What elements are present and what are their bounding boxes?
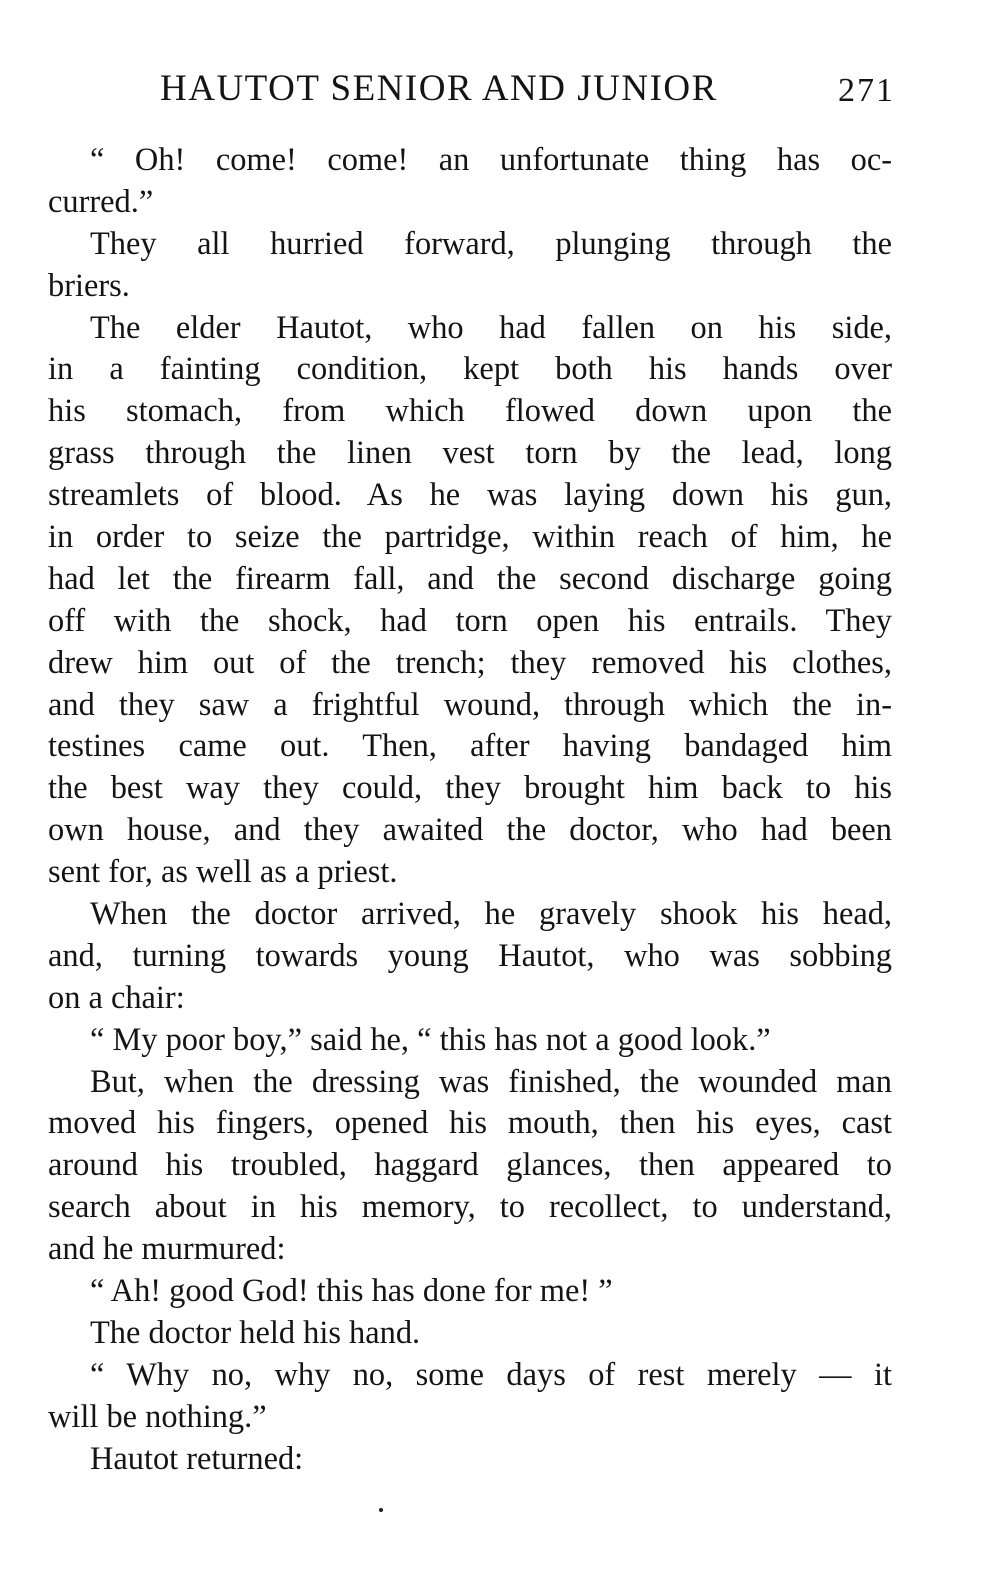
- text-line: streamlets of blood. As he was laying down his gun,: [48, 477, 892, 514]
- text-line: on a chair:: [48, 979, 185, 1016]
- text-line: and they saw a frightful wound, through which the in-: [48, 686, 892, 723]
- text-line: moved his fingers, opened his mouth, then his eyes, cast: [48, 1105, 892, 1142]
- text-line: sent for, as well as a priest.: [48, 854, 398, 891]
- text-line: But, when the dressing was finished, the wounded man: [90, 1063, 892, 1100]
- text-line: Hautot returned:: [90, 1440, 304, 1477]
- text-line: own house, and they awaited the doctor, who had been: [48, 812, 892, 849]
- text-line: in a fainting condition, kept both his hands over: [48, 351, 892, 388]
- text-line: curred.”: [48, 183, 154, 220]
- text-line: briers.: [48, 267, 130, 304]
- text-line: search about in his memory, to recollect, to understand,: [48, 1189, 892, 1226]
- text-line: “ Ah! good God! this has done for me! ”: [90, 1273, 613, 1310]
- text-line: The elder Hautot, who had fallen on his side,: [90, 309, 892, 346]
- text-line: his stomach, from which flowed down upon the: [48, 393, 892, 430]
- text-line: and, turning towards young Hautot, who was sobbing: [48, 937, 892, 974]
- text-line: The doctor held his hand.: [90, 1314, 421, 1351]
- page-number: 271: [838, 72, 895, 109]
- body-text: [48, 140, 892, 1481]
- text-line: in order to seize the partridge, within reach of him, he: [48, 519, 892, 556]
- text-line: grass through the linen vest torn by the lead, long: [48, 435, 892, 472]
- text-line: “ Oh! come! come! an unfortunate thing has oc-: [90, 142, 892, 178]
- running-head: HAUTOT SENIOR AND JUNIOR: [160, 68, 718, 109]
- text-line: off with the shock, had torn open his entrails. They: [48, 602, 892, 639]
- text-line: drew him out of the trench; they removed his clothes,: [48, 644, 892, 681]
- text-line: will be nothing.”: [48, 1398, 267, 1435]
- text-line: When the doctor arrived, he gravely shook his head,: [90, 896, 892, 933]
- text-line: around his troubled, haggard glances, then appeared to: [48, 1147, 892, 1184]
- text-line: had let the firearm fall, and the second discharge going: [48, 560, 892, 597]
- text-line: the best way they could, they brought him back to his: [48, 770, 892, 807]
- text-line: They all hurried forward, plunging through the: [90, 225, 892, 262]
- print-speck: [379, 1508, 383, 1512]
- text-line: “ Why no, why no, some days of rest merely — it: [90, 1356, 892, 1393]
- text-line: and he murmured:: [48, 1231, 286, 1268]
- text-line: testines came out. Then, after having bandaged him: [48, 728, 892, 765]
- text-line: “ My poor boy,” said he, “ this has not a good look.”: [90, 1021, 771, 1058]
